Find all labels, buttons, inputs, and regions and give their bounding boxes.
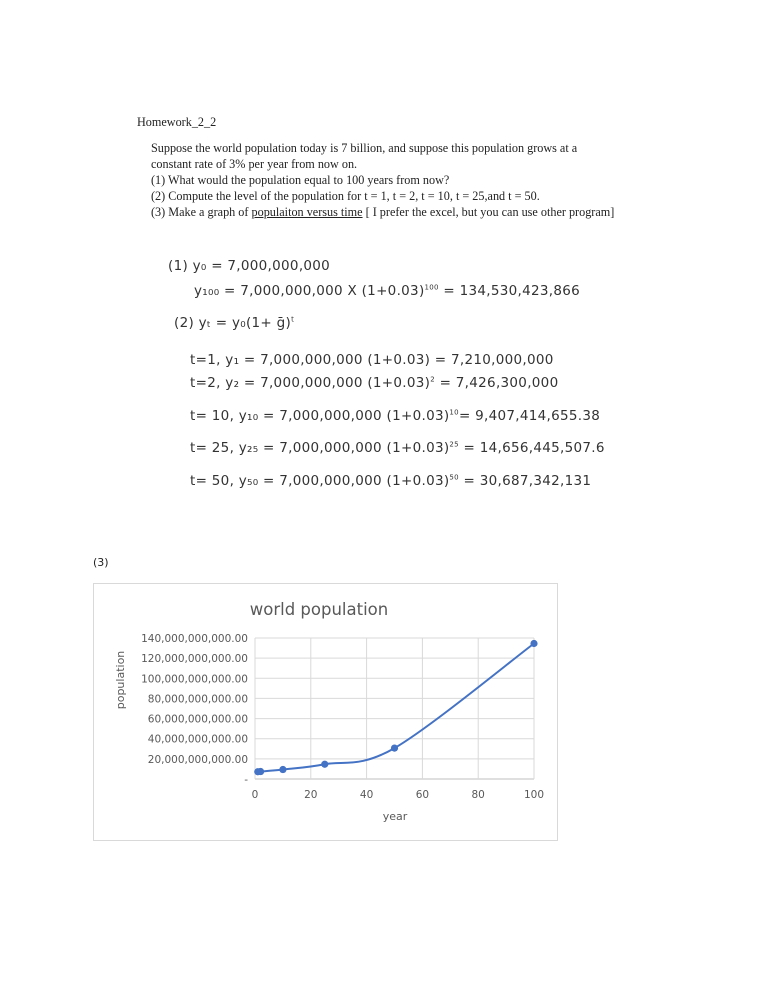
question-intro: Suppose the world population today is 7 billion, and suppose this population grows at a constant rate of 3% per year from now on. <box>151 141 578 171</box>
hw-exp: 25 <box>449 440 459 449</box>
chart-title: world population <box>249 600 389 619</box>
y-tick-label: 40,000,000,000.00 <box>147 733 248 746</box>
y-axis-label: population <box>114 650 127 710</box>
hw-exp: 10 <box>449 408 459 417</box>
hw-result: = 7,426,300,000 <box>435 375 559 391</box>
hw-result: = 14,656,445,507.6 <box>458 440 605 456</box>
data-point <box>530 640 537 647</box>
hw-exp: t <box>291 315 295 324</box>
hw-result: = 30,687,342,131 <box>458 473 592 489</box>
chart-svg <box>94 584 557 840</box>
hw-exp: 50 <box>449 473 459 482</box>
q3-underlined: populaiton versus time <box>251 205 363 219</box>
y-tick-label: 100,000,000,000.00 <box>141 673 248 686</box>
hw-expr: (2) yₜ = y₀(1+ ḡ) <box>174 315 292 331</box>
hw-exp: 2 <box>430 375 435 384</box>
x-axis-label: year <box>382 810 408 823</box>
y-tick-label: 60,000,000,000.00 <box>147 713 248 726</box>
hw-line-1: (1) y₀ = 7,000,000,000 <box>168 258 331 274</box>
x-tick-label: 60 <box>415 789 430 801</box>
hw-line-5 <box>190 375 558 391</box>
data-point <box>257 768 264 775</box>
hw-expr: t= 25, y₂₅ = 7,000,000,000 (1+0.03) <box>190 440 450 456</box>
question-3 <box>137 204 617 220</box>
hw-line-3 <box>174 315 294 331</box>
data-point <box>279 766 286 773</box>
hw-line-2 <box>194 283 580 299</box>
hw-expr: t= 50, y₅₀ = 7,000,000,000 (1+0.03) <box>190 473 450 489</box>
x-tick-label: 40 <box>359 789 374 801</box>
population-chart <box>93 583 558 841</box>
hw-exp: 100 <box>424 283 439 292</box>
x-tick-label: 0 <box>251 789 259 801</box>
x-tick-label: 80 <box>471 789 485 801</box>
question-2: (2) Compute the level of the population for t = 1, t = 2, t = 10, t = 25,and t = 50. <box>151 189 540 203</box>
hw-result: = 9,407,414,655.38 <box>458 408 601 424</box>
hw-line-6 <box>190 408 600 424</box>
y-tick-label: - <box>244 774 248 786</box>
section-3-label: (3) <box>93 556 109 569</box>
hw-line-8 <box>190 473 591 489</box>
hw-line-4: t=1, y₁ = 7,000,000,000 (1+0.03) = 7,210,000,000 <box>190 352 554 368</box>
hw-expr: t=2, y₂ = 7,000,000,000 (1+0.03) <box>190 375 431 391</box>
hw-expr: y₁₀₀ = 7,000,000,000 X (1+0.03) <box>194 283 425 299</box>
hw-expr: t= 10, y₁₀ = 7,000,000,000 (1+0.03) <box>190 408 450 424</box>
hw-line-7 <box>190 440 605 456</box>
data-point <box>391 744 398 751</box>
y-tick-label: 80,000,000,000.00 <box>147 693 248 706</box>
series-line <box>258 644 534 772</box>
question-text <box>137 140 617 220</box>
y-tick-label: 20,000,000,000.00 <box>147 753 248 766</box>
question-1: (1) What would the population equal to 100 years from now? <box>151 173 450 187</box>
homework-title: Homework_2_2 <box>137 115 217 129</box>
hw-result: = 134,530,423,866 <box>438 283 581 299</box>
q3-suffix: [ I prefer the excel, but you can use other program] <box>362 205 615 219</box>
x-tick-label: 20 <box>304 789 318 801</box>
data-point <box>321 761 328 768</box>
q3-prefix: (3) Make a graph of <box>151 205 252 219</box>
y-tick-label: 140,000,000,000.00 <box>141 633 248 645</box>
x-tick-label: 100 <box>523 789 545 801</box>
y-tick-label: 120,000,000,000.00 <box>141 653 248 666</box>
